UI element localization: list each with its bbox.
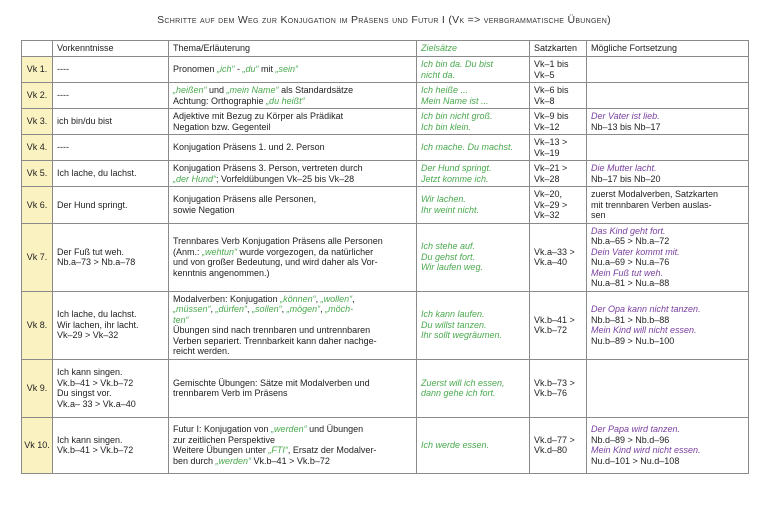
table-row — [22, 223, 749, 291]
vorkenntnis-line: ---- — [57, 90, 69, 101]
thema-text: Trennbares Verb Konjugation Präsens alle Personen — [173, 236, 383, 246]
thema-text: kenntnis angenommen.) — [173, 267, 270, 278]
vorkenntnis-line: Vk.b–41 > Vk.b–72 — [57, 377, 134, 388]
thema-keyword: „wehtun“ — [202, 246, 238, 257]
thema-line — [173, 294, 412, 305]
vorkenntnis-line: ---- — [57, 64, 69, 75]
vorkenntnis-line: Vk.b–41 > Vk.b–72 — [57, 445, 134, 455]
fortsetzung-satz: Mein Kind wird nicht essen. — [591, 445, 701, 455]
vorkenntnisse-cell — [53, 359, 169, 417]
thema-line — [173, 336, 412, 347]
thema-line — [173, 388, 412, 399]
zielsaetze-cell — [417, 223, 530, 291]
thema-text: und Übungen — [306, 424, 364, 434]
thema-text: Übungen sind nach trennbaren und untrennbaren — [173, 325, 371, 335]
vorkenntnis-line: Du singst vor. — [57, 388, 112, 398]
thema-text: mit — [258, 64, 276, 75]
fortsetzung-karten: Nb.a–65 > Nb.a–72 — [591, 236, 670, 246]
table-row — [22, 187, 749, 224]
table-row — [22, 83, 749, 109]
fortsetzung-cell — [587, 109, 749, 135]
satzkarte-line: Vk.d–80 — [534, 445, 568, 455]
fortsetzung-karten: Nb–17 bis Nb–20 — [591, 173, 661, 184]
satzkarten-cell — [530, 135, 587, 161]
vk-label: Vk 5. — [22, 161, 53, 187]
fortsetzung-karten: zuerst Modalverben, Satzkarten — [591, 189, 719, 199]
fortsetzung-cell — [587, 291, 749, 359]
satzkarten-cell — [530, 161, 587, 187]
thema-text: sowie Negation — [173, 204, 235, 215]
header-thema: Thema/Erläuterung — [169, 41, 417, 57]
satzkarten-cell — [530, 417, 587, 473]
zielsatz-line: Ich mache. Du machst. — [421, 142, 514, 153]
thema-line — [173, 445, 412, 456]
fortsetzung-satz: Mein Kind will nicht essen. — [591, 325, 697, 335]
vorkenntnisse-cell — [53, 57, 169, 83]
thema-line — [173, 325, 412, 336]
satzkarte-line: Vk.d–77 > — [534, 434, 575, 445]
zielsatz-line: Ich heiße ... — [421, 85, 469, 95]
zielsatz-line: Der Hund springt. — [421, 163, 492, 173]
thema-text: , — [210, 304, 216, 314]
konjugation-table — [21, 40, 749, 474]
vk-label: Vk 1. — [22, 57, 53, 83]
thema-cell — [169, 187, 417, 224]
thema-text: , — [315, 293, 321, 304]
thema-cell — [169, 223, 417, 291]
satzkarte-line: Vk.b–41 > — [534, 314, 575, 325]
satzkarte-line: Vk–28 — [534, 173, 560, 184]
thema-text: trennbarem Verb im Präsens — [173, 388, 288, 398]
zielsaetze-cell — [417, 57, 530, 83]
satzkarte-line: Vk–9 bis — [534, 111, 569, 121]
zielsatz-line: Ich bin da. Du bist — [421, 59, 494, 69]
vorkenntnis-line: Der Fuß tut weh. — [57, 246, 125, 257]
header-fortsetzung: Mögliche Fortsetzung — [587, 41, 749, 57]
header-vk — [22, 41, 53, 57]
satzkarte-line: Vk–5 — [534, 69, 555, 80]
thema-text: Weitere Übungen unter — [173, 445, 269, 455]
thema-line — [173, 257, 412, 268]
satzkarte-line: Vk–13 > — [534, 137, 568, 147]
vorkenntnis-line: Ich lache, du lachst. — [57, 309, 137, 320]
thema-text: , — [281, 304, 287, 314]
zielsaetze-cell — [417, 109, 530, 135]
thema-keyword: „dürfen“ — [215, 304, 248, 314]
satzkarte-line: Vk–21 > — [534, 163, 568, 173]
thema-line — [173, 142, 412, 153]
thema-keyword: „sollen“ — [252, 304, 282, 314]
vk-label: Vk 9. — [22, 359, 53, 417]
fortsetzung-cell — [587, 135, 749, 161]
thema-text: Adjektive mit Bezug zu Körper als Prädikat — [173, 111, 344, 121]
thema-line — [173, 304, 412, 315]
satzkarten-cell — [530, 57, 587, 83]
thema-text: Gemischte Übungen: Sätze mit Modalverben und — [173, 377, 370, 388]
thema-text: ben durch — [173, 455, 216, 466]
thema-line — [173, 122, 412, 133]
zielsatz-line: Du gehst fort. — [421, 251, 476, 262]
thema-text: Vk.b–41 > Vk.b–72 — [251, 455, 330, 466]
fortsetzung-satz: Mein Fuß tut weh. — [591, 267, 664, 278]
zielsatz-line: Wir laufen weg. — [421, 262, 483, 273]
vorkenntnisse-cell — [53, 83, 169, 109]
vorkenntnisse-cell — [53, 135, 169, 161]
vk-label: Vk 3. — [22, 109, 53, 135]
thema-text: (Anm.: — [173, 246, 203, 257]
fortsetzung-karten: Nu.a–81 > Nu.a–88 — [591, 278, 670, 288]
thema-line — [173, 111, 412, 122]
thema-keyword: „müssen“ — [173, 304, 211, 314]
vorkenntnis-line: Nb.a–73 > Nb.a–78 — [57, 257, 136, 267]
thema-text: , — [247, 304, 253, 314]
vorkenntnisse-cell — [53, 109, 169, 135]
thema-keyword: „möch- — [325, 304, 354, 314]
satzkarten-cell — [530, 187, 587, 224]
thema-text: Futur I: Konjugation von — [173, 424, 272, 434]
thema-cell — [169, 109, 417, 135]
fortsetzung-satz: Dein Vater kommt mit. — [591, 246, 680, 257]
satzkarte-line: Vk.a–33 > — [534, 246, 575, 257]
zielsaetze-cell — [417, 359, 530, 417]
zielsaetze-cell — [417, 417, 530, 473]
vk-label: Vk 10. — [22, 417, 53, 473]
satzkarte-line: Vk–32 — [534, 210, 560, 220]
zielsatz-line: Ich werde essen. — [421, 439, 490, 450]
satzkarte-line: Vk–8 — [534, 95, 555, 106]
thema-keyword: „können“ — [280, 293, 316, 304]
thema-keyword: „wollen“ — [320, 293, 353, 304]
thema-line — [173, 174, 412, 185]
satzkarte-line: Vk–12 — [534, 121, 560, 132]
satzkarte-line: Vk–6 bis — [534, 85, 569, 95]
page-title: Schritte auf dem Weg zur Konjugation im Präsens und Futur I (Vk => verbgrammatische Übungen) — [157, 14, 611, 26]
header-row — [22, 41, 749, 57]
thema-line — [173, 247, 412, 258]
table-row — [22, 135, 749, 161]
vorkenntnis-line: Der Hund springt. — [57, 199, 128, 210]
table-row — [22, 417, 749, 473]
thema-keyword: „mein Name“ — [226, 85, 279, 95]
thema-text: Negation bzw. Gegenteil — [173, 121, 271, 132]
fortsetzung-cell — [587, 83, 749, 109]
thema-keyword: „werden“ — [215, 455, 252, 466]
thema-text: wurde vorgezogen, da natürlicher — [237, 246, 374, 257]
satzkarte-line: Vk–29 > — [534, 199, 568, 210]
thema-line — [173, 163, 412, 174]
thema-text: Modalverben: Konjugation — [173, 293, 281, 304]
thema-text: ; Vorfeldübungen Vk–25 bis Vk–28 — [216, 173, 355, 184]
thema-line — [173, 456, 412, 467]
satzkarte-line: Vk.b–73 > — [534, 377, 575, 388]
thema-text: Konjugation Präsens 3. Person, vertreten durch — [173, 163, 363, 173]
satzkarten-cell — [530, 83, 587, 109]
fortsetzung-cell — [587, 161, 749, 187]
table-row — [22, 57, 749, 83]
satzkarte-line: Vk.a–40 — [534, 257, 568, 267]
fortsetzung-karten: Nb.d–89 > Nb.d–96 — [591, 434, 670, 445]
thema-cell — [169, 161, 417, 187]
vk-label: Vk 6. — [22, 187, 53, 224]
table-row — [22, 161, 749, 187]
thema-keyword: „du“ — [242, 64, 259, 75]
zielsaetze-cell — [417, 187, 530, 224]
vorkenntnis-line: Ich kann singen. — [57, 434, 123, 445]
zielsatz-line: Jetzt komme ich. — [421, 173, 489, 184]
thema-keyword: „mögen“ — [286, 304, 321, 314]
thema-keyword: „du heißt“ — [266, 95, 305, 106]
vorkenntnisse-cell — [53, 291, 169, 359]
zielsatz-line: dann gehe ich fort. — [421, 388, 496, 398]
thema-cell — [169, 359, 417, 417]
vorkenntnisse-cell — [53, 187, 169, 224]
table-row — [22, 359, 749, 417]
satzkarten-cell — [530, 109, 587, 135]
fortsetzung-satz: Das Kind geht fort. — [591, 225, 666, 236]
vk-label: Vk 8. — [22, 291, 53, 359]
thema-text: , — [320, 304, 326, 314]
zielsatz-line: Ich stehe auf. — [421, 241, 476, 252]
thema-cell — [169, 135, 417, 161]
vorkenntnis-line: Wir lachen, ihr lacht. — [57, 319, 139, 330]
zielsatz-line: Ihr sollt wegräumen. — [421, 330, 503, 341]
fortsetzung-karten: Nu.b–89 > Nu.b–100 — [591, 335, 675, 346]
thema-cell — [169, 417, 417, 473]
table-row — [22, 109, 749, 135]
thema-line — [173, 435, 412, 446]
vorkenntnisse-cell — [53, 223, 169, 291]
thema-line — [173, 64, 412, 75]
satzkarten-cell — [530, 359, 587, 417]
zielsatz-line: Wir lachen. — [421, 194, 466, 205]
thema-text: Verben separiert. Trennbarkeit kann daher nachge- — [173, 335, 377, 346]
thema-text: , — [352, 293, 355, 304]
thema-text: und von großer Bedeutung, und wird daher als Vor- — [173, 257, 378, 267]
fortsetzung-karten: Nb.b–81 > Nb.b–88 — [591, 314, 670, 325]
thema-text: zur zeitlichen Perspektive — [173, 434, 276, 445]
vk-label: Vk 2. — [22, 83, 53, 109]
thema-line — [173, 315, 412, 326]
zielsatz-line: Du willst tanzen. — [421, 319, 487, 330]
fortsetzung-karten: Nu.a–69 > Nu.a–76 — [591, 257, 670, 267]
vorkenntnis-line: ich bin/du bist — [57, 116, 113, 127]
thema-text: - — [234, 64, 243, 75]
vk-label: Vk 4. — [22, 135, 53, 161]
vorkenntnis-line: Vk–29 > Vk–32 — [57, 330, 119, 341]
thema-text: Konjugation Präsens alle Personen, — [173, 194, 317, 205]
thema-keyword: „heißen“ — [173, 85, 207, 95]
thema-text: Konjugation Präsens 1. und 2. Person — [173, 142, 325, 153]
thema-cell — [169, 57, 417, 83]
thema-keyword: „der Hund“ — [173, 173, 217, 184]
fortsetzung-satz: Der Papa wird tanzen. — [591, 424, 681, 434]
satzkarte-line: Vk–19 — [534, 147, 560, 158]
zielsatz-line: Mein Name ist ... — [421, 95, 489, 106]
fortsetzung-cell — [587, 417, 749, 473]
thema-line — [173, 346, 412, 357]
vorkenntnis-line: Ich kann singen. — [57, 367, 123, 377]
thema-line — [173, 268, 412, 279]
fortsetzung-cell — [587, 223, 749, 291]
fortsetzung-cell — [587, 187, 749, 224]
vorkenntnisse-cell — [53, 161, 169, 187]
zielsatz-line: Ich kann laufen. — [421, 309, 485, 320]
thema-line — [173, 205, 412, 216]
header-zielsaetze: Zielsätze — [417, 41, 530, 57]
vk-label: Vk 7. — [22, 223, 53, 291]
thema-keyword: „ich“ — [217, 64, 235, 75]
header-satzkarten: Satzkarten — [530, 41, 587, 57]
thema-cell — [169, 83, 417, 109]
zielsatz-line: Zuerst will ich essen, — [421, 377, 505, 388]
fortsetzung-satz: Die Mutter lacht. — [591, 163, 657, 173]
thema-keyword: „FTI“ — [268, 445, 288, 455]
table-row — [22, 291, 749, 359]
thema-text: reicht werden. — [173, 346, 230, 356]
fortsetzung-karten: Nu.d–101 > Nu.d–108 — [591, 455, 680, 466]
thema-text: , Ersatz der Modalver- — [287, 445, 377, 455]
vorkenntnis-line: Ich lache, du lachst. — [57, 168, 137, 179]
thema-keyword: „sein“ — [275, 64, 299, 75]
zielsatz-line: Ich bin klein. — [421, 121, 472, 132]
vorkenntnis-line: ---- — [57, 142, 69, 153]
zielsaetze-cell — [417, 83, 530, 109]
thema-keyword: ten“ — [173, 314, 189, 325]
thema-line — [173, 236, 412, 247]
vorkenntnisse-cell — [53, 417, 169, 473]
satzkarte-line: Vk–20, — [534, 189, 563, 199]
satzkarten-cell — [530, 291, 587, 359]
thema-line — [173, 378, 412, 389]
thema-keyword: „werden“ — [271, 424, 307, 434]
fortsetzung-cell — [587, 359, 749, 417]
satzkarten-cell — [530, 223, 587, 291]
satzkarte-line: Vk.b–76 — [534, 388, 568, 398]
fortsetzung-karten: mit trennbaren Verben auslas- — [591, 199, 712, 210]
zielsaetze-cell — [417, 135, 530, 161]
fortsetzung-karten: sen — [591, 210, 606, 220]
zielsatz-line: Ich bin nicht groß. — [421, 111, 493, 121]
thema-line — [173, 85, 412, 96]
zielsaetze-cell — [417, 291, 530, 359]
zielsaetze-cell — [417, 161, 530, 187]
thema-line — [173, 96, 412, 107]
fortsetzung-karten: Nb–13 bis Nb–17 — [591, 121, 661, 132]
vorkenntnis-line: Vk.a– 33 > Vk.a–40 — [57, 398, 136, 409]
fortsetzung-cell — [587, 57, 749, 83]
thema-cell — [169, 291, 417, 359]
thema-text: Achtung: Orthographie — [173, 95, 267, 106]
thema-line — [173, 194, 412, 205]
header-vorkenntnisse: Vorkenntnisse — [53, 41, 169, 57]
zielsatz-line: Ihr weint nicht. — [421, 204, 480, 215]
fortsetzung-satz: Der Opa kann nicht tanzen. — [591, 304, 701, 314]
thema-text: und — [206, 85, 227, 95]
satzkarte-line: Vk.b–72 — [534, 325, 568, 335]
satzkarte-line: Vk–1 bis — [534, 59, 569, 69]
zielsatz-line: nicht da. — [421, 69, 456, 80]
thema-text: als Standardsätze — [278, 85, 354, 95]
fortsetzung-satz: Der Vater ist lieb. — [591, 111, 660, 121]
thema-line — [173, 424, 412, 435]
thema-text: Pronomen — [173, 64, 218, 75]
